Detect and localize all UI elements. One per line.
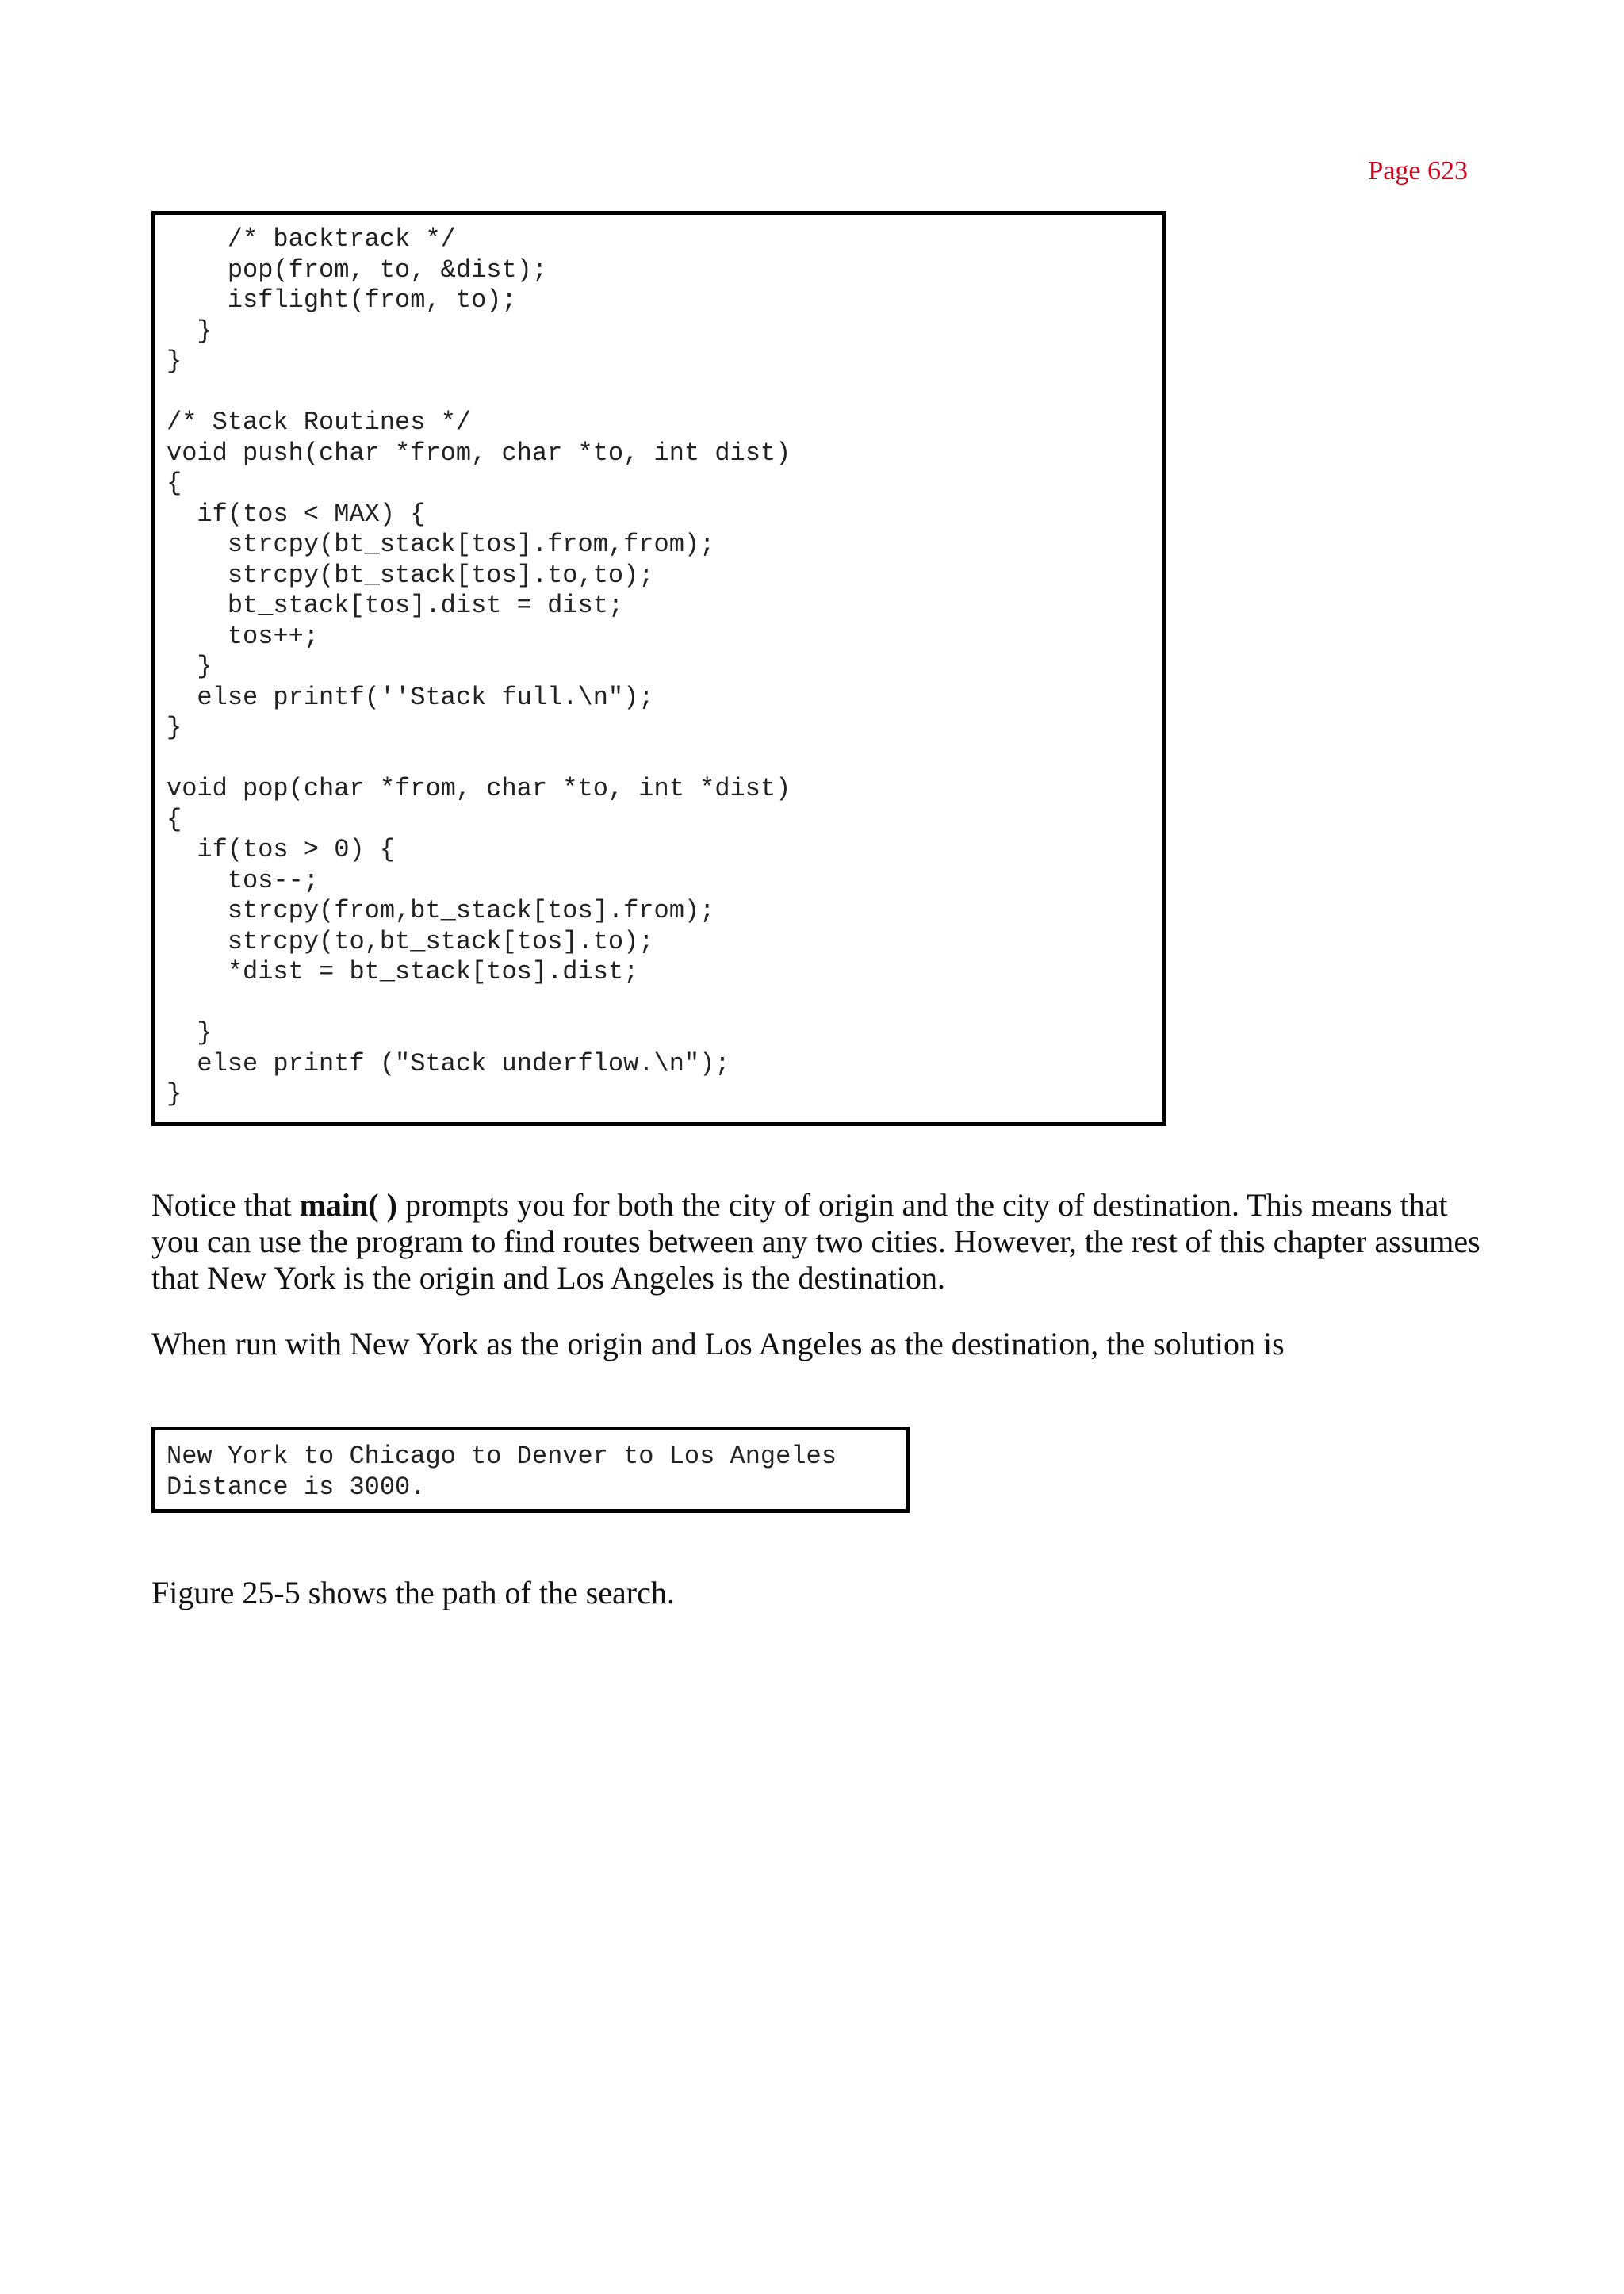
- function-name-main: main( ): [299, 1187, 397, 1223]
- paragraph-text: prompts you for both the city of origin and the city of destination. This means that you can use the program to find routes between any two cities. However, the rest of this chapter assumes that New York is the origin and Los Angeles is the destination.: [151, 1187, 1480, 1296]
- paragraph-solution-intro: When run with New York as the origin and Los Angeles as the destination, the solution is: [151, 1326, 1285, 1361]
- paragraph-text: Notice that: [151, 1187, 300, 1223]
- paragraph-main-explanation: [151, 1187, 1484, 1296]
- page-number: Page 623: [1368, 156, 1468, 186]
- program-output-listing: New York to Chicago to Denver to Los Angeles Distance is 3000.: [151, 1427, 910, 1513]
- paragraph-figure-reference: Figure 25-5 shows the path of the search.: [151, 1575, 675, 1610]
- code-listing: /* backtrack */ pop(from, to, &dist); isflight(from, to); } } /* Stack Routines */ void push(char *from, char *to, int dist) { if(tos < MAX) { strcpy(bt_stack[tos].from,from); strcpy(bt_stack[tos].to,to); bt_stack[tos].dist = dist; tos++; } else printf(''Stack full.\n"); } void pop(char *from, char *to, int *dist) { if(tos > 0) { tos--; strcpy(from,bt_stack[tos].from); strcpy(to,bt_stack[tos].to); *dist = bt_stack[tos].dist; } else printf ("Stack underflow.\n"); }: [151, 211, 1166, 1126]
